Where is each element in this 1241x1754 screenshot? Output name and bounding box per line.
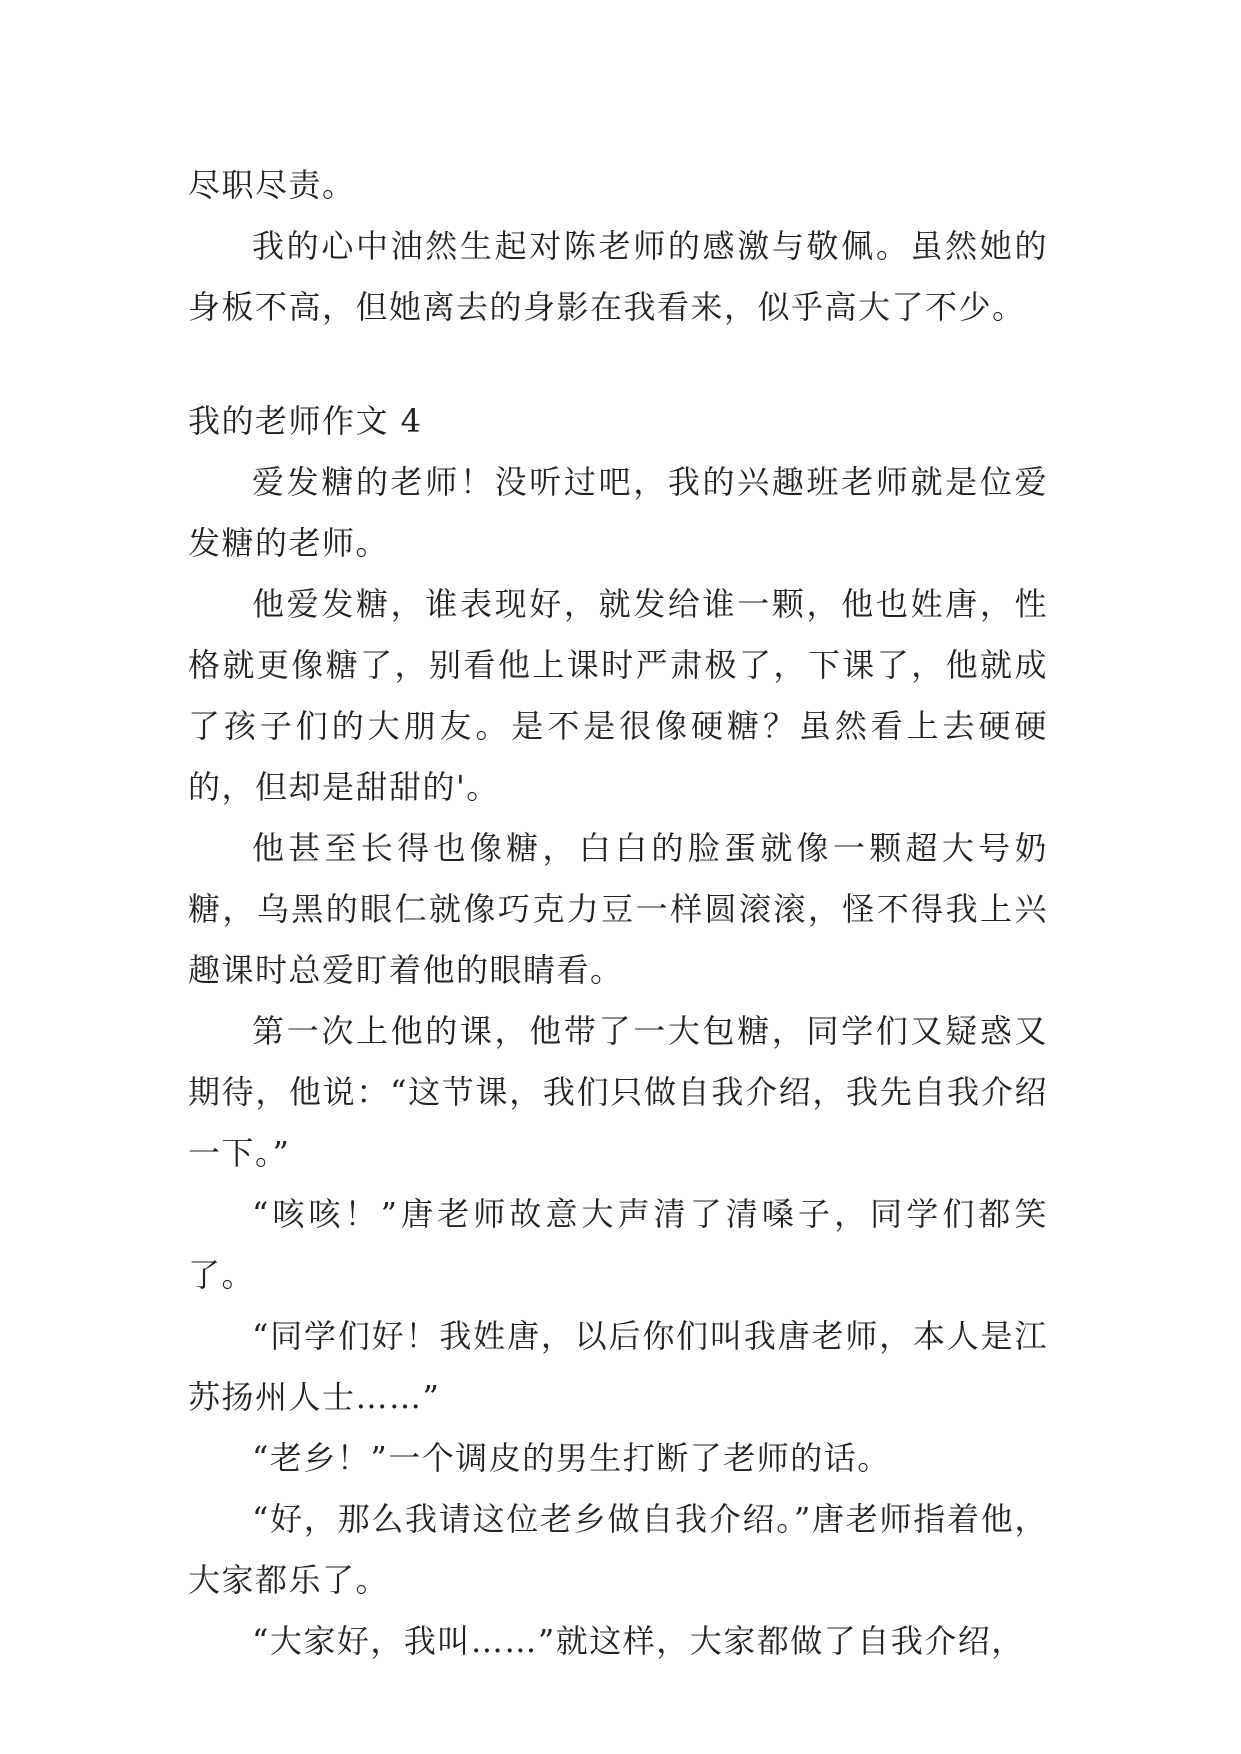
paragraph: “咳咳！”唐老师故意大声清了清嗓子，同学们都笑了。 <box>188 1195 1048 1294</box>
section-title: 我的老师作文 4 <box>188 402 423 440</box>
paragraph: “好，那么我请这位老乡做自我介绍。”唐老师指着他，大家都乐了。 <box>188 1500 1048 1599</box>
paragraph: “同学们好！我姓唐，以后你们叫我唐老师，本人是江苏扬州人士……” <box>188 1317 1048 1416</box>
document-body <box>188 155 1048 1672</box>
paragraph: “大家好，我叫……”就这样，大家都做了自我介绍， <box>252 1622 1025 1660</box>
paragraph: 他爱发糖，谁表现好，就发给谁一颗，他也姓唐，性格就更像糖了，别看他上课时严肃极了，下课了，他就成了孩子们的大朋友。是不是很像硬糖？虽然看上去硬硬的，但却是甜甜的'。 <box>188 585 1048 806</box>
paragraph: 我的心中油然生起对陈老师的感激与敬佩。虽然她的身板不高，但她离去的身影在我看来，似乎高大了不少。 <box>188 227 1048 326</box>
paragraph: 爱发糖的老师！没听过吧，我的兴趣班老师就是位爱发糖的老师。 <box>188 463 1048 562</box>
paragraph: “老乡！”一个调皮的男生打断了老师的话。 <box>252 1439 891 1477</box>
paragraph-continuation: 尽职尽责。 <box>188 166 356 204</box>
paragraph: 他甚至长得也像糖，白白的脸蛋就像一颗超大号奶糖，乌黑的眼仁就像巧克力豆一样圆滚滚，怪不得我上兴趣课时总爱盯着他的眼睛看。 <box>188 829 1048 989</box>
paragraph: 第一次上他的课，他带了一大包糖，同学们又疑惑又期待，他说：“这节课，我们只做自我介绍，我先自我介绍一下。” <box>188 1012 1048 1172</box>
